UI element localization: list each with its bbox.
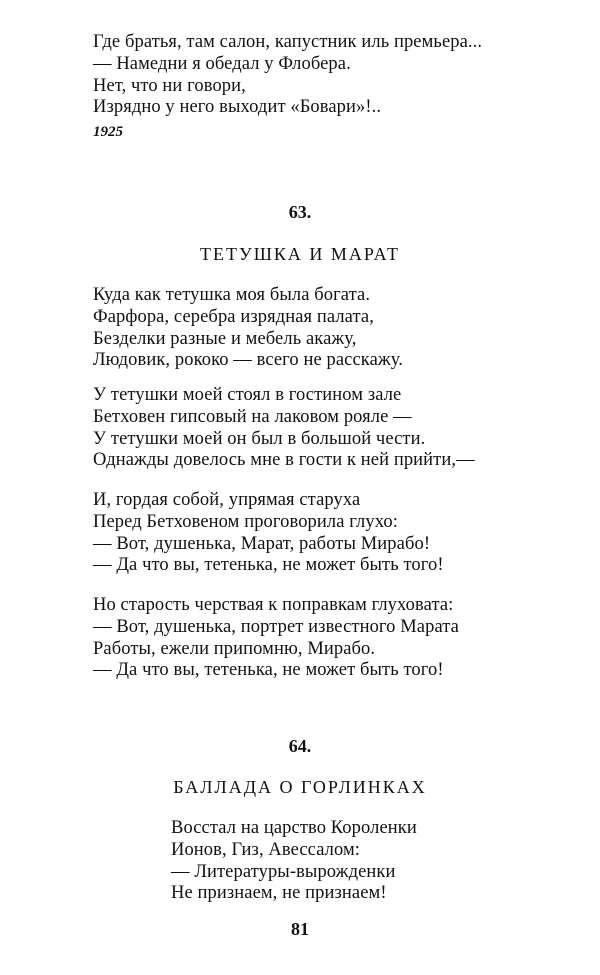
poem-number: 63.	[288, 202, 312, 222]
verse-line: Нет, что ни говори,	[93, 75, 246, 96]
poem-title: ТЕТУШКА И МАРАТ	[199, 244, 400, 264]
poem-stanza	[93, 490, 444, 577]
top-stanza	[93, 32, 482, 119]
verse-line: — Намедни я обедал у Флобера.	[93, 53, 351, 74]
verse-line: И, гордая собой, упрямая старуха	[93, 490, 361, 510]
verse-line: Людовик, рококо — всего не расскажу.	[93, 350, 404, 371]
verse-line: Бетховен гипсовый на лаковом рояле —	[93, 406, 412, 427]
poem-title: БАЛЛАДА О ГОРЛИНКАХ	[173, 777, 427, 797]
page-number: 81	[291, 919, 309, 939]
verse-line: Фарфора, серебра изрядная палата,	[93, 306, 374, 327]
poem-number: 64.	[288, 736, 312, 756]
verse-line: — Вот, душенька, портрет известного Марата	[93, 616, 459, 637]
verse-line: Безделки разные и мебель акажу,	[93, 328, 357, 349]
verse-line: Работы, ежели припомню, Мирабо.	[93, 638, 376, 659]
verse-line: Восстал на царство Короленки	[171, 818, 417, 838]
verse-line: Ионов, Гиз, Авессалом:	[171, 839, 361, 860]
verse-line: У тетушки моей он был в большой чести.	[93, 428, 426, 449]
poem-stanza	[93, 285, 403, 372]
poem-date: 1925	[93, 124, 123, 140]
verse-line: У тетушки моей стоял в гостином зале	[93, 385, 402, 405]
verse-line: — Да что вы, тетенька, не может быть того!	[93, 660, 444, 681]
verse-line: — Литературы-вырожденки	[171, 861, 396, 882]
verse-line: Перед Бетховеном проговорила глухо:	[93, 511, 398, 532]
verse-line: — Да что вы, тетенька, не может быть того!	[93, 555, 444, 576]
poem-stanza	[93, 385, 475, 472]
verse-line: — Вот, душенька, Марат, работы Мирабо!	[93, 533, 431, 554]
verse-line: Куда как тетушка моя была богата.	[93, 285, 371, 305]
poem-stanza	[93, 595, 459, 682]
verse-line: Однажды довелось мне в гости к ней прийти,—	[93, 450, 475, 471]
verse-line: Но старость черствая к поправкам глуховата:	[93, 595, 454, 615]
verse-line: Изрядно у него выходит «Бовари»!..	[93, 97, 382, 118]
verse-line: Не признаем, не признаем!	[171, 883, 387, 904]
poem-stanza	[171, 818, 417, 905]
verse-line: Где братья, там салон, капустник иль премьера...	[93, 32, 483, 52]
